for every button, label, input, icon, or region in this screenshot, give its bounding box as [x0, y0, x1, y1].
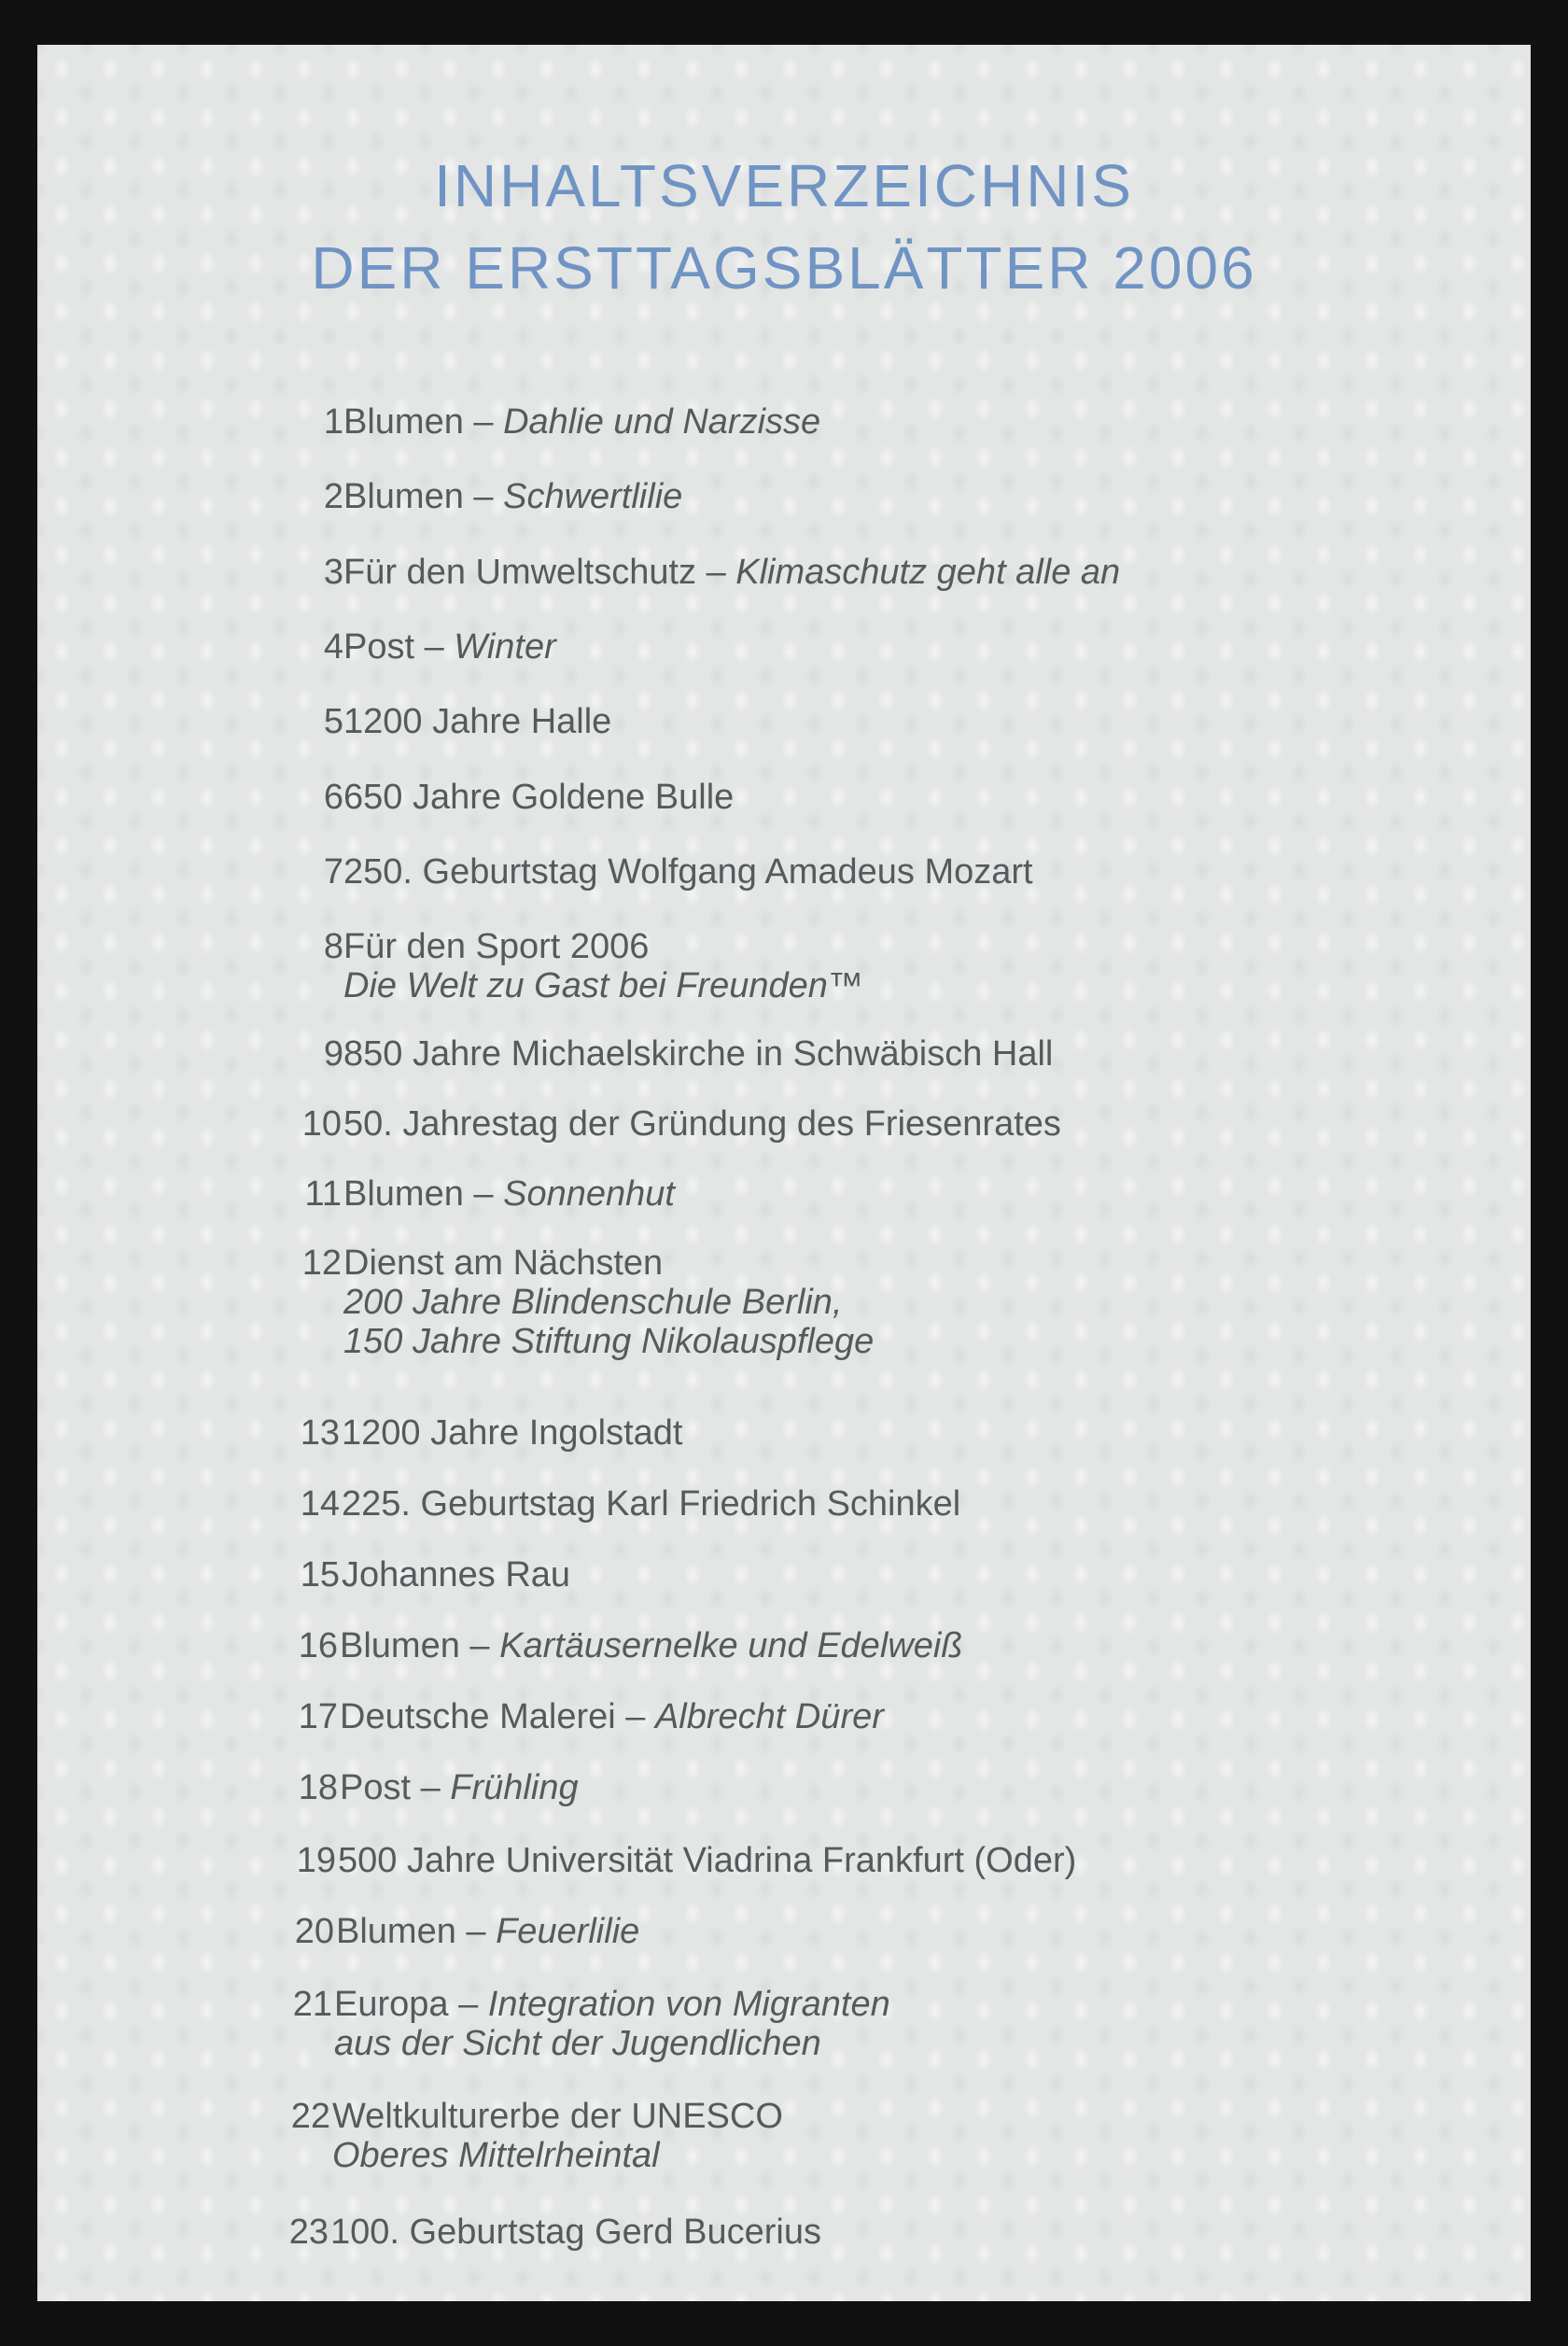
entry-title: Post – Winter — [343, 627, 556, 667]
entry-number: 16 — [298, 1626, 338, 1665]
page-title-line-1: INHALTSVERZEICHNIS — [434, 152, 1134, 219]
entry-number: 19 — [296, 1841, 336, 1880]
entry-number: 15 — [300, 1555, 340, 1594]
entry-number: 9 — [323, 1034, 343, 1074]
entry-title: Blumen – Dahlie und Narzisse — [343, 402, 821, 442]
table-of-contents — [37, 45, 1531, 2301]
entry-title: Europa – Integration von Migranten — [334, 1985, 890, 2024]
entry-number: 5 — [323, 702, 343, 741]
entry-title: Dienst am Nächsten — [343, 1243, 664, 1283]
entry-number: 11 — [304, 1174, 342, 1214]
entry-title: Blumen – Schwertlilie — [343, 477, 683, 516]
page-title-line-2: DER ERSTTAGSBLÄTTER 2006 — [311, 234, 1257, 302]
entry-number: 8 — [323, 927, 343, 966]
entry-title: 1200 Jahre Halle — [343, 702, 612, 741]
entry-number: 10 — [301, 1104, 342, 1144]
document-page — [37, 45, 1531, 2301]
entry-subtitle: 200 Jahre Blindenschule Berlin, — [343, 1283, 843, 1322]
entry-title: Blumen – Feuerlilie — [336, 1912, 640, 1951]
entry-title: 650 Jahre Goldene Bulle — [343, 778, 735, 817]
entry-title: 225. Geburtstag Karl Friedrich Schinkel — [342, 1484, 961, 1524]
entry-title: Weltkulturerbe der UNESCO — [332, 2097, 783, 2136]
entry-title: Post – Frühling — [340, 1768, 579, 1807]
entry-title: Für den Sport 2006 — [343, 927, 650, 966]
entry-title: 250. Geburtstag Wolfgang Amadeus Mozart — [343, 852, 1033, 892]
entry-subtitle: Oberes Mittelrheintal — [332, 2136, 660, 2175]
entry-number: 13 — [300, 1413, 340, 1453]
entry-title: Blumen – Sonnenhut — [343, 1174, 675, 1214]
entry-title: Johannes Rau — [342, 1555, 571, 1594]
entry-title: 100. Geburtstag Gerd Bucerius — [330, 2213, 821, 2252]
entry-title: Blumen – Kartäusernelke und Edelweiß — [340, 1626, 963, 1665]
entry-title: 500 Jahre Universität Viadrina Frankfurt (Oder) — [338, 1841, 1077, 1880]
entry-number: 18 — [298, 1768, 338, 1807]
entry-title: 850 Jahre Michaelskirche in Schwäbisch Hall — [343, 1034, 1054, 1074]
entry-number: 12 — [301, 1243, 342, 1283]
entry-title: 1200 Jahre Ingolstadt — [342, 1413, 683, 1453]
entry-number: 17 — [298, 1697, 338, 1736]
entry-number: 21 — [292, 1985, 332, 2024]
entry-number: 2 — [323, 477, 343, 516]
entry-subtitle: aus der Sicht der Jugendlichen — [334, 2024, 821, 2063]
entry-title: 50. Jahrestag der Gründung des Friesenrates — [343, 1104, 1061, 1144]
entry-number: 3 — [323, 553, 343, 592]
entry-number: 1 — [323, 402, 343, 442]
entry-subtitle: 150 Jahre Stiftung Nikolauspflege — [343, 1322, 875, 1361]
entry-number: 22 — [290, 2097, 330, 2136]
entry-number: 20 — [294, 1912, 334, 1951]
entry-subtitle: Die Welt zu Gast bei Freunden™ — [343, 966, 863, 1005]
entry-number: 6 — [323, 778, 343, 817]
entry-number: 4 — [323, 627, 343, 667]
entry-title: Deutsche Malerei – Albrecht Dürer — [340, 1697, 884, 1736]
entry-number: 23 — [288, 2213, 329, 2252]
entry-number: 14 — [300, 1484, 340, 1524]
entry-title: Für den Umweltschutz – Klimaschutz geht alle an — [343, 553, 1121, 592]
entry-number: 7 — [323, 852, 343, 892]
